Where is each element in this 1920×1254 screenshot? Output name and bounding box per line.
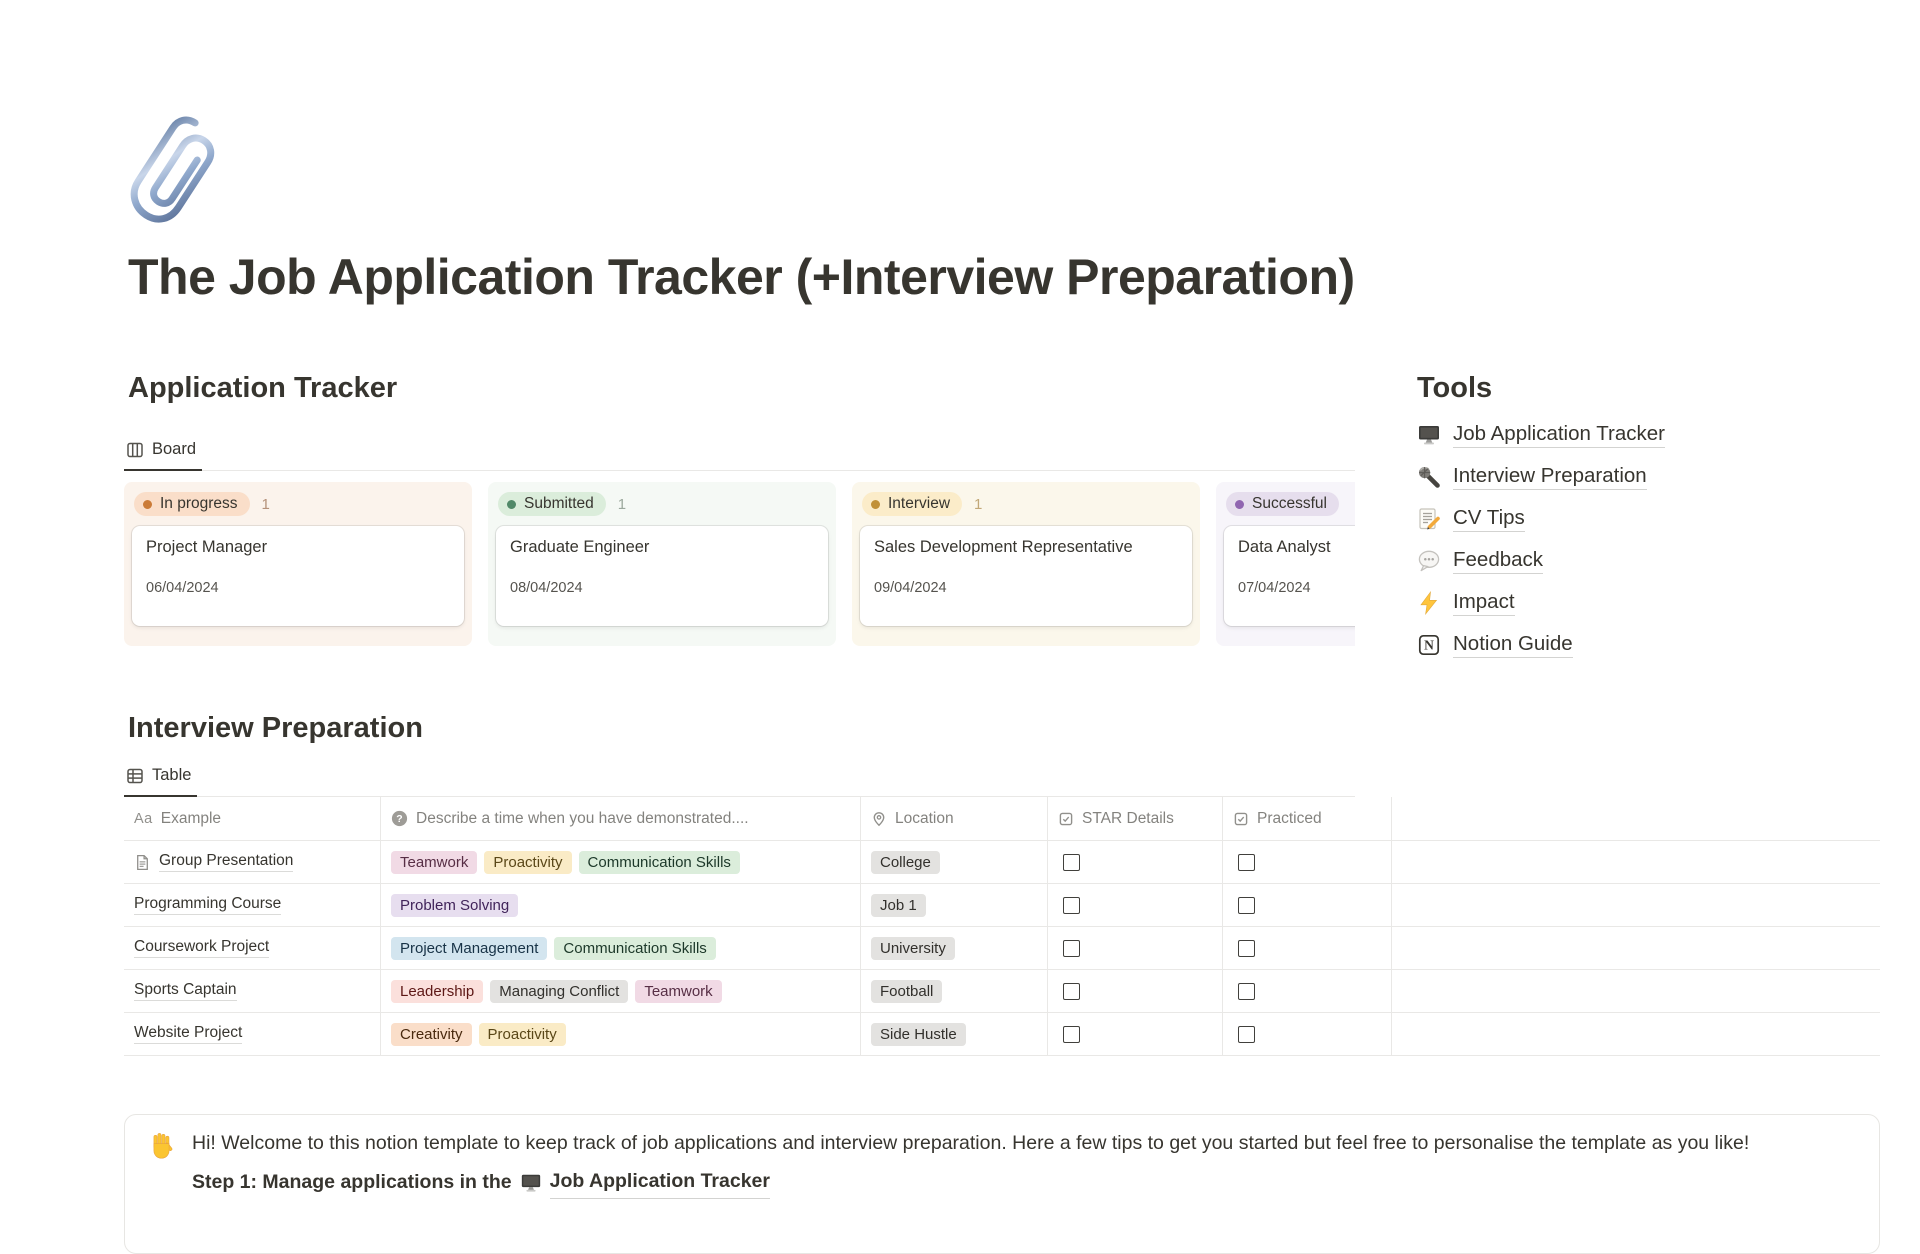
star-details-cell[interactable] — [1048, 970, 1223, 1012]
memo-icon — [1417, 507, 1441, 531]
tag[interactable]: Leadership — [391, 980, 483, 1003]
table-row — [124, 884, 1880, 927]
star-details-cell[interactable] — [1048, 884, 1223, 926]
practiced-checkbox[interactable] — [1238, 983, 1255, 1000]
example-cell[interactable]: Sports Captain — [124, 970, 381, 1012]
application-tracker-heading: Application Tracker — [128, 372, 398, 404]
column-header-example[interactable]: Aa Example — [124, 797, 381, 840]
tag[interactable]: College — [871, 851, 940, 874]
tools-section — [1417, 372, 1747, 657]
location-cell[interactable] — [861, 1013, 1048, 1055]
step1-prefix: Step 1: Manage applications in the — [192, 1171, 512, 1193]
table-row — [124, 841, 1880, 884]
tools-heading: Tools — [1417, 372, 1493, 404]
board-card[interactable] — [860, 526, 1192, 626]
column-count: 1 — [974, 495, 983, 513]
star-details-cell[interactable] — [1048, 927, 1223, 969]
star-details-checkbox[interactable] — [1063, 940, 1080, 957]
board-card[interactable] — [132, 526, 464, 626]
table-header-row — [124, 797, 1880, 841]
star-details-checkbox[interactable] — [1063, 1026, 1080, 1043]
status-dot — [143, 500, 152, 509]
spacer-cell — [1392, 1013, 1880, 1055]
checkbox-icon — [1058, 811, 1074, 827]
table-view-tabbar — [124, 756, 1355, 797]
monitor-icon — [520, 1172, 542, 1194]
star-details-checkbox[interactable] — [1063, 854, 1080, 871]
board-column-in-progress — [124, 482, 472, 646]
tag[interactable]: Problem Solving — [391, 894, 518, 917]
status-pill-submitted[interactable]: Submitted — [498, 492, 606, 516]
column-count: 1 — [261, 495, 270, 513]
star-details-cell[interactable] — [1048, 841, 1223, 883]
practiced-cell[interactable] — [1223, 970, 1392, 1012]
location-cell[interactable] — [861, 927, 1048, 969]
status-dot — [507, 500, 516, 509]
text-type-icon: Aa — [134, 810, 153, 827]
spacer-cell — [1392, 884, 1880, 926]
callout-text: Hi! Welcome to this notion template to keep track of job applications and interview preparation. Here a few tips to get you started but feel free to personalise the template as you like! — [192, 1132, 1750, 1154]
tools-link-cv-tips[interactable]: CV Tips — [1417, 506, 1747, 531]
tag[interactable]: Side Hustle — [871, 1023, 966, 1046]
skills-cell[interactable] — [381, 1013, 861, 1055]
svg-text:N: N — [1424, 637, 1434, 653]
skills-cell[interactable] — [381, 927, 861, 969]
monitor-icon — [1417, 423, 1441, 447]
tab-board[interactable] — [124, 430, 202, 471]
question-icon — [391, 810, 408, 827]
practiced-cell[interactable] — [1223, 927, 1392, 969]
tag[interactable]: Proactivity — [479, 1023, 566, 1046]
card-date: 09/04/2024 — [874, 580, 947, 596]
column-header-spacer — [1392, 797, 1880, 840]
page-icon — [134, 854, 151, 871]
column-header-star-details[interactable]: STAR Details — [1048, 797, 1223, 840]
board-column-submitted — [488, 482, 836, 646]
tag[interactable]: Football — [871, 980, 942, 1003]
practiced-cell[interactable] — [1223, 1013, 1392, 1055]
card-title: Data Analyst — [1238, 538, 1331, 556]
board-card[interactable] — [496, 526, 828, 626]
tag[interactable]: Managing Conflict — [490, 980, 628, 1003]
column-header-practiced[interactable]: Practiced — [1223, 797, 1392, 840]
tag[interactable]: Communication Skills — [579, 851, 740, 874]
practiced-checkbox[interactable] — [1238, 940, 1255, 957]
tools-link-job-application-tracker[interactable]: Job Application Tracker — [1417, 422, 1747, 447]
board-column-interview — [852, 482, 1200, 646]
status-dot — [1235, 500, 1244, 509]
tab-board-label: Board — [152, 440, 197, 458]
card-date: 06/04/2024 — [146, 580, 219, 596]
star-details-cell[interactable] — [1048, 1013, 1223, 1055]
example-cell[interactable]: Programming Course — [124, 884, 381, 926]
tab-table-label: Table — [152, 766, 192, 784]
step1-link[interactable]: Job Application Tracker — [550, 1167, 770, 1199]
card-date: 08/04/2024 — [510, 580, 583, 596]
speech-balloon-icon — [1417, 549, 1441, 573]
board-view-tabbar — [124, 430, 1355, 471]
raised-hand-icon — [149, 1129, 177, 1160]
checkbox-icon — [1233, 811, 1249, 827]
location-cell[interactable] — [861, 841, 1048, 883]
table-row — [124, 927, 1880, 970]
practiced-cell[interactable] — [1223, 884, 1392, 926]
tag[interactable]: Project Management — [391, 937, 547, 960]
table-row — [124, 1013, 1880, 1056]
status-pill-interview[interactable]: Interview — [862, 492, 962, 516]
page-title: The Job Application Tracker (+Interview Preparation) — [128, 249, 1355, 305]
tools-link-notion-guide[interactable]: N Notion Guide — [1417, 632, 1747, 657]
tag[interactable]: Communication Skills — [554, 937, 715, 960]
column-header-location[interactable]: Location — [861, 797, 1048, 840]
skills-cell[interactable] — [381, 884, 861, 926]
column-header-question[interactable]: ? Describe a time when you have demonstrated.... — [381, 797, 861, 840]
skills-cell[interactable] — [381, 841, 861, 883]
spacer-cell — [1392, 841, 1880, 883]
card-title: Graduate Engineer — [510, 538, 650, 556]
example-cell[interactable]: Website Project — [124, 1013, 381, 1055]
tag[interactable]: Teamwork — [391, 851, 477, 874]
tools-link-interview-preparation[interactable]: Interview Preparation — [1417, 464, 1747, 489]
column-header — [1224, 490, 1355, 516]
callout-step1 — [192, 1167, 1855, 1199]
location-pin-icon — [871, 811, 887, 827]
tools-link-feedback[interactable]: Feedback — [1417, 548, 1747, 573]
spacer-cell — [1392, 927, 1880, 969]
location-cell[interactable] — [861, 970, 1048, 1012]
lightning-icon — [1417, 591, 1441, 615]
board-view-icon — [126, 441, 144, 459]
tab-table[interactable] — [124, 756, 197, 797]
tag[interactable]: Proactivity — [484, 851, 571, 874]
spacer-cell — [1392, 970, 1880, 1012]
tag[interactable]: Creativity — [391, 1023, 472, 1046]
svg-text:?: ? — [396, 813, 403, 826]
skills-cell[interactable] — [381, 970, 861, 1012]
practiced-checkbox[interactable] — [1238, 854, 1255, 871]
column-count: 1 — [617, 495, 627, 513]
column-header — [132, 490, 464, 516]
practiced-checkbox[interactable] — [1238, 1026, 1255, 1043]
practiced-checkbox[interactable] — [1238, 897, 1255, 914]
board-column-successful — [1216, 482, 1355, 646]
card-title: Project Manager — [146, 538, 268, 556]
card-date: 07/04/2024 — [1238, 580, 1311, 596]
example-cell[interactable]: Coursework Project — [124, 927, 381, 969]
notion-logo-icon — [1417, 633, 1441, 657]
interview-preparation-heading: Interview Preparation — [128, 712, 423, 744]
paperclip-icon — [118, 100, 238, 250]
tag[interactable]: Job 1 — [871, 894, 926, 917]
status-dot — [871, 500, 880, 509]
table-row — [124, 970, 1880, 1013]
tag[interactable]: Teamwork — [635, 980, 721, 1003]
location-cell[interactable] — [861, 884, 1048, 926]
welcome-callout — [124, 1114, 1880, 1254]
status-pill-successful[interactable]: Successful — [1226, 492, 1339, 516]
star-details-checkbox[interactable] — [1063, 897, 1080, 914]
status-pill-in-progress[interactable]: In progress — [134, 492, 250, 516]
interview-prep-table — [124, 797, 1880, 1056]
table-view-icon — [126, 767, 144, 785]
tools-link-impact[interactable]: Impact — [1417, 590, 1747, 615]
microphone-icon — [1417, 465, 1441, 489]
column-header — [496, 490, 828, 516]
card-title: Sales Development Representative — [874, 538, 1133, 556]
column-header — [860, 490, 1192, 516]
star-details-checkbox[interactable] — [1063, 983, 1080, 1000]
board-card[interactable] — [1224, 526, 1355, 626]
kanban-board — [124, 482, 1355, 646]
practiced-cell[interactable] — [1223, 841, 1392, 883]
example-cell[interactable]: Group Presentation — [124, 841, 381, 883]
tag[interactable]: University — [871, 937, 955, 960]
